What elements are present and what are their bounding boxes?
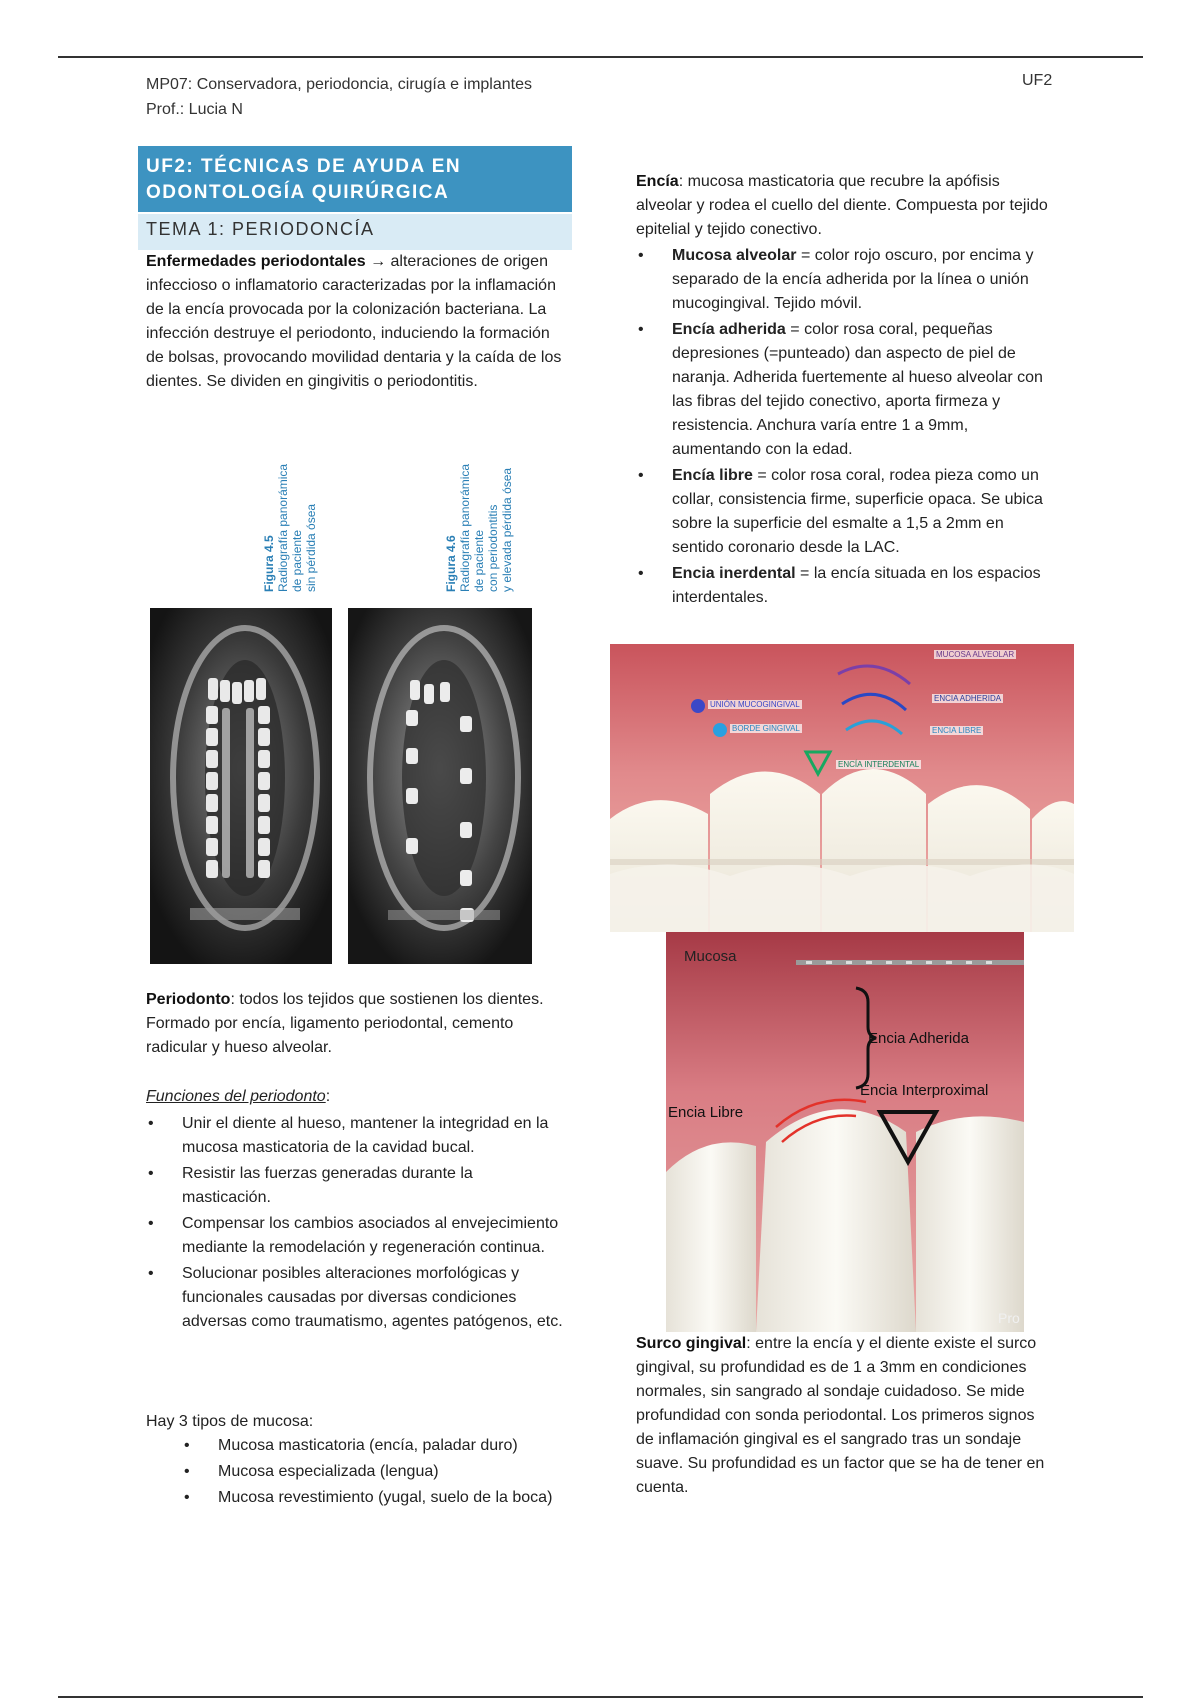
funciones-heading-text: Funciones del periodonto [146,1088,326,1105]
label-encia-interdental: ENCÍA INTERDENTAL [838,760,920,769]
list-item [672,464,1056,560]
surco-text: : entre la encía y el diente existe el surco gingival, su profundidad es de 1 a 3mm en condiciones normales, sin sangrado al sondaje cuidadoso. Se mide profundidad con sonda periodontal. Los primeros signos de inflamación gingival es el sangrado tras un sondaje suave. Su profundidad es un factor que se ha de tener en cuenta. [636,1335,1045,1496]
list-item: • Mucosa masticatoria (encía, paladar duro) [218,1434,572,1458]
xray-image-periodontitis [348,608,532,964]
page-header [146,72,532,122]
figure-2-line4: y elevada pérdida ósea [500,467,514,592]
label-encia-adherida-2: Encia Adherida [868,1030,969,1047]
figure-label-2: Figura 4.6 [444,535,458,592]
list-item: • Mucosa revestimiento (yugal, suelo de la boca) [218,1486,572,1510]
arrow-icon: → [370,253,387,270]
figure-2-line1: Radiografía panorámica [458,463,472,592]
list-item-text: = color rosa coral, rodea pieza como un collar, consistencia firme, superficie opaca. Se ubica sobre la superficie del esmalte a 1,5 a 2mm en sentido coronario desde la LAC. [672,467,1043,556]
funciones-list [146,1112,566,1336]
label-mucosa: Mucosa [684,948,737,965]
label-encia-libre: ENCIA LIBRE [932,726,982,735]
label-borde-gingival: BORDE GINGIVAL [732,724,800,733]
mucosa-intro: Hay 3 tipos de mucosa: [146,1413,314,1430]
encia-term: Encía [636,173,679,190]
encia-paragraph [636,170,1056,242]
unit-label: UF2 [1022,72,1053,89]
xray-image-no-bone-loss [150,608,332,964]
intro-text: alteraciones de origen infeccioso o inflamatorio caracterizadas por la inflamación de la encía provocada por la colonización bacteriana. La infección destruye el periodonto, induciendo la formación de bolsas, provocando movilidad dentaria y la caída de los dientes. Se dividen en gingivitis o periodontitis. [146,253,562,390]
gingiva-photo-annotated [610,644,1074,932]
figure-caption-1 [262,464,318,592]
figure-1-line2: de paciente [290,529,304,592]
list-item: • Compensar los cambios asociados al envejecimiento mediante la remodelación y regeneración continua. [182,1212,566,1260]
list-item: • Resistir las fuerzas generadas durante la masticación. [182,1162,566,1210]
funciones-heading [146,1088,566,1106]
list-item-text: = color rojo oscuro, por encima y separado de la encía adherida por la línea o unión mucogingival. Tejido móvil. [672,247,1034,312]
funciones-colon: : [325,1088,331,1105]
label-encia-adherida: ENCIA ADHERIDA [934,694,1002,703]
figure-2-line3: con periodontitis [486,504,500,592]
surco-term: Surco gingival [636,1335,747,1352]
figure-label-1: Figura 4.5 [262,535,276,592]
watermark-corner: Pro [998,1310,1020,1326]
surco-paragraph [636,1332,1056,1500]
course-title: MP07: Conservadora, periodoncia, cirugía e implantes [146,76,532,93]
top-rule [58,56,1143,58]
figure-1-line1: Radiografía panorámica [276,463,290,592]
list-item-text: = la encía situada en los espacios interdentales. [672,565,1041,606]
intro-paragraph [146,250,566,394]
list-item: • Unir el diente al hueso, mantener la integridad en la mucosa masticatoria de la cavidad bucal. [182,1112,566,1160]
bottom-rule [58,1696,1143,1698]
figure-2-line2: de paciente [472,529,486,592]
gingiva-illustration [610,644,1074,932]
label-encia-libre-2: Encia Libre [668,1104,744,1121]
encia-list [636,244,1056,612]
gingiva-closeup-illustration [666,932,1024,1332]
section-title [138,146,572,212]
periodonto-paragraph [146,988,566,1060]
label-encia-interproximal: Encia Interproximal [860,1082,989,1099]
mucosa-list [182,1434,572,1512]
list-item-text: = color rosa coral, pequeñas depresiones (=punteado) dan aspecto de piel de naranja. Adherida fuertemente al hueso alveolar con las fibras del tejido conectivo, aporta firmeza y resistencia. Anchura varía entre 1 a 9mm, aumentando con la edad. [672,321,1043,458]
label-union-mucogingival: UNIÓN MUCOGINGIVAL [710,700,800,709]
list-item-term: Mucosa alveolar [672,247,797,264]
list-item [672,562,1056,610]
list-item [672,318,1056,462]
label-mucosa-alveolar: MUCOSA ALVEOLAR [936,650,1015,659]
list-item-term: Encia inerdental [672,565,796,582]
list-item [672,244,1056,316]
list-item: • Mucosa especializada (lengua) [218,1460,572,1484]
topic-title: TEMA 1: PERIODONCÍA [138,214,572,250]
figure-caption-2 [444,464,514,592]
encia-text: : mucosa masticatoria que recubre la apófisis alveolar y rodea el cuello del diente. Compuesta por tejido epitelial y tejido conectivo. [636,173,1048,238]
section-title-line2: ODONTOLOGÍA QUIRÚRGICA [146,182,450,203]
periodonto-term: Periodonto [146,991,231,1008]
figure-1-line3: sin pérdida ósea [304,503,318,592]
teacher-name: Prof.: Lucia N [146,101,243,118]
list-item-term: Encía libre [672,467,753,484]
list-item-term: Encía adherida [672,321,786,338]
gingiva-photo-probe [666,932,1024,1332]
intro-term: Enfermedades periodontales [146,253,366,270]
periodonto-text: : todos los tejidos que sostienen los dientes. Formado por encía, ligamento periodontal, cemento radicular y hueso alveolar. [146,991,544,1056]
section-title-line1: UF2: TÉCNICAS DE AYUDA EN [146,156,462,177]
list-item: • Solucionar posibles alteraciones morfológicas y funcionales causadas por diversas condiciones adversas como traumatismo, agentes patógenos, etc. [182,1262,566,1334]
